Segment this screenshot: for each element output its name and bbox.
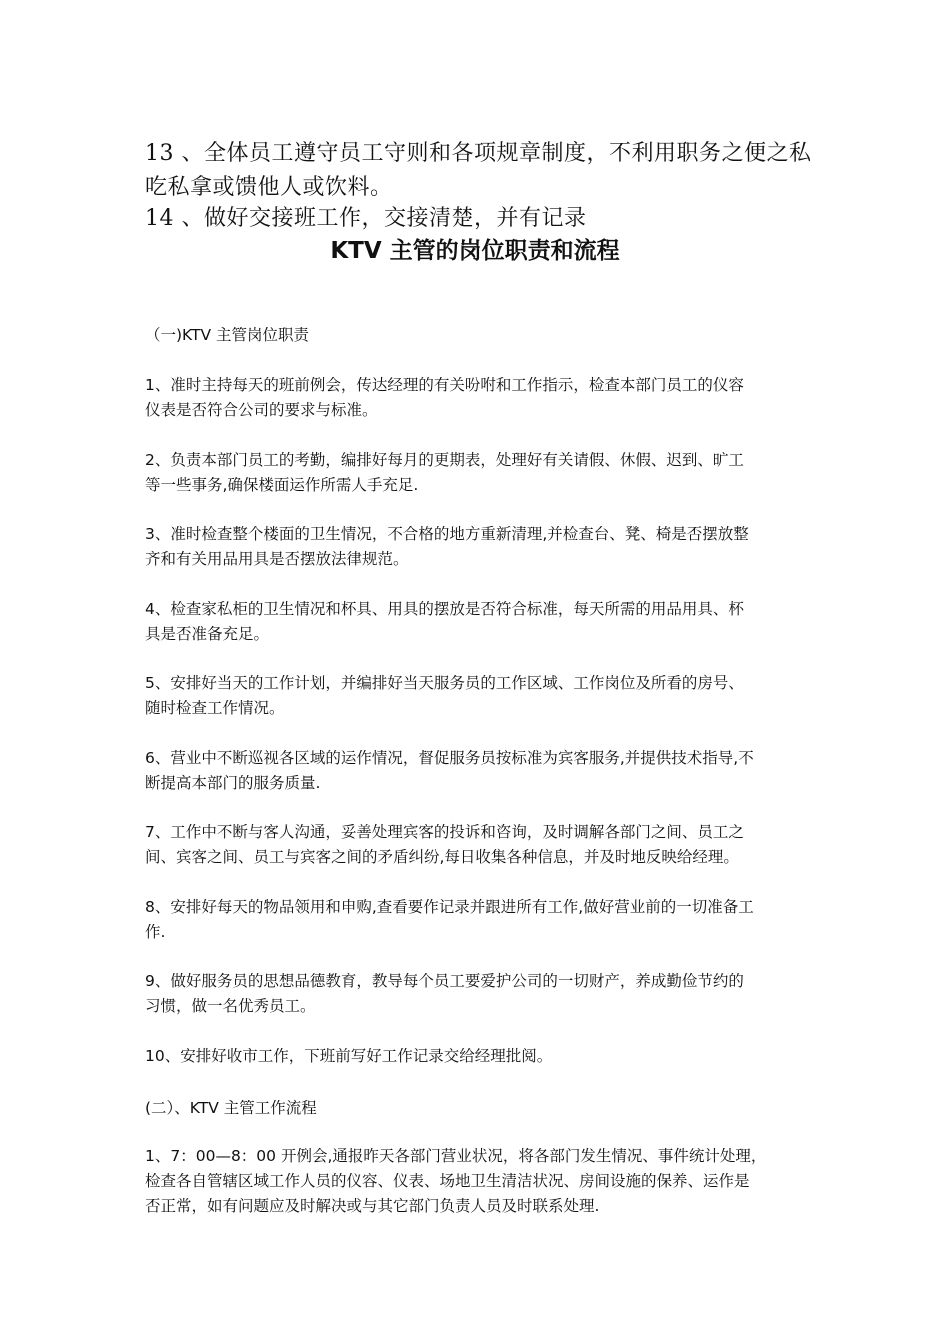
duty-item-2 (145, 448, 807, 498)
duty-item-10 (145, 1044, 807, 1069)
duty-item-9 (145, 969, 807, 1019)
duty-item-line: 10、安排好收市工作，下班前写好工作记录交给经理批阅。 (145, 1047, 553, 1065)
duty-item-1 (145, 373, 807, 423)
section2-heading: (二）、KTV 主管工作流程 (145, 1099, 317, 1117)
duty-item-7 (145, 820, 807, 870)
document-title: KTV 主管的岗位职责和流程 (330, 238, 620, 264)
workflow-item-1 (145, 1144, 807, 1219)
section1-heading: （一)KTV 主管岗位职责 (145, 326, 310, 344)
duty-item-line: 仪表是否符合公司的要求与标准。 (145, 401, 378, 419)
duty-item-line: 齐和有关用品用具是否摆放法律规范。 (145, 550, 409, 568)
duty-item-line: 间、宾客之间、员工与宾客之间的矛盾纠纷,每日收集各种信息，并及时地反映给经理。 (145, 848, 739, 866)
duty-item-4 (145, 597, 807, 647)
duty-item-line: 具是否准备充足。 (145, 625, 270, 643)
duty-item-line: 3、准时检查整个楼面的卫生情况，不合格的地方重新清理,并检查台、凳、椅是否摆放整 (145, 525, 749, 543)
duty-item-line: 习惯，做一名优秀员工。 (145, 997, 316, 1015)
duty-item-line: 9、做好服务员的思想品德教育，教导每个员工要爱护公司的一切财产，养成勤俭节约的 (145, 972, 744, 990)
duty-item-line: 断提高本部门的服务质量. (145, 774, 321, 792)
duty-item-line: 随时检查工作情况。 (145, 699, 285, 717)
duty-item-5 (145, 671, 807, 721)
workflow-item-line: 1、7：00—8：00 开例会,通报昨天各部门营业状况，将各部门发生情况、事件统计处理， (145, 1147, 767, 1165)
lead-line-14: 14 、做好交接班工作，交接清楚，并有记录 (145, 206, 587, 231)
duty-item-line: 作. (145, 923, 166, 941)
workflow-item-line: 否正常，如有问题应及时解决或与其它部门负责人员及时联系处理. (145, 1197, 600, 1215)
lead-line-13-cont: 吃私拿或馈他人或饮料。 (145, 175, 393, 200)
duty-item-8 (145, 895, 807, 945)
duty-item-line: 等一些事务,确保楼面运作所需人手充足. (145, 476, 419, 494)
duty-item-line: 7、工作中不断与客人沟通，妥善处理宾客的投诉和咨询，及时调解各部门之间、员工之 (145, 823, 744, 841)
duty-item-line: 2、负责本部门员工的考勤，编排好每月的更期表，处理好有关请假、休假、迟到、旷工 (145, 451, 744, 469)
duty-item-line: 8、安排好每天的物品领用和申购,查看要作记录并跟进所有工作,做好营业前的一切准备工 (145, 898, 754, 916)
workflow-item-line: 检查各自管辖区域工作人员的仪容、仪表、场地卫生清洁状况、房间设施的保养、运作是 (145, 1172, 750, 1190)
duty-item-3 (145, 522, 807, 572)
duty-item-line: 5、安排好当天的工作计划，并编排好当天服务员的工作区域、工作岗位及所看的房号、 (145, 674, 744, 692)
duty-item-line: 4、检查家私柜的卫生情况和杯具、用具的摆放是否符合标准，每天所需的用品用具、杯 (145, 600, 744, 618)
duty-item-line: 1、准时主持每天的班前例会，传达经理的有关吩咐和工作指示，检查本部门员工的仪容 (145, 376, 744, 394)
lead-line-13: 13 、全体员工遵守员工守则和各项规章制度，不利用职务之便之私 (145, 141, 812, 166)
duty-item-6 (145, 746, 807, 796)
duty-item-line: 6、营业中不断巡视各区域的运作情况，督促服务员按标准为宾客服务,并提供技术指导,不 (145, 749, 754, 767)
